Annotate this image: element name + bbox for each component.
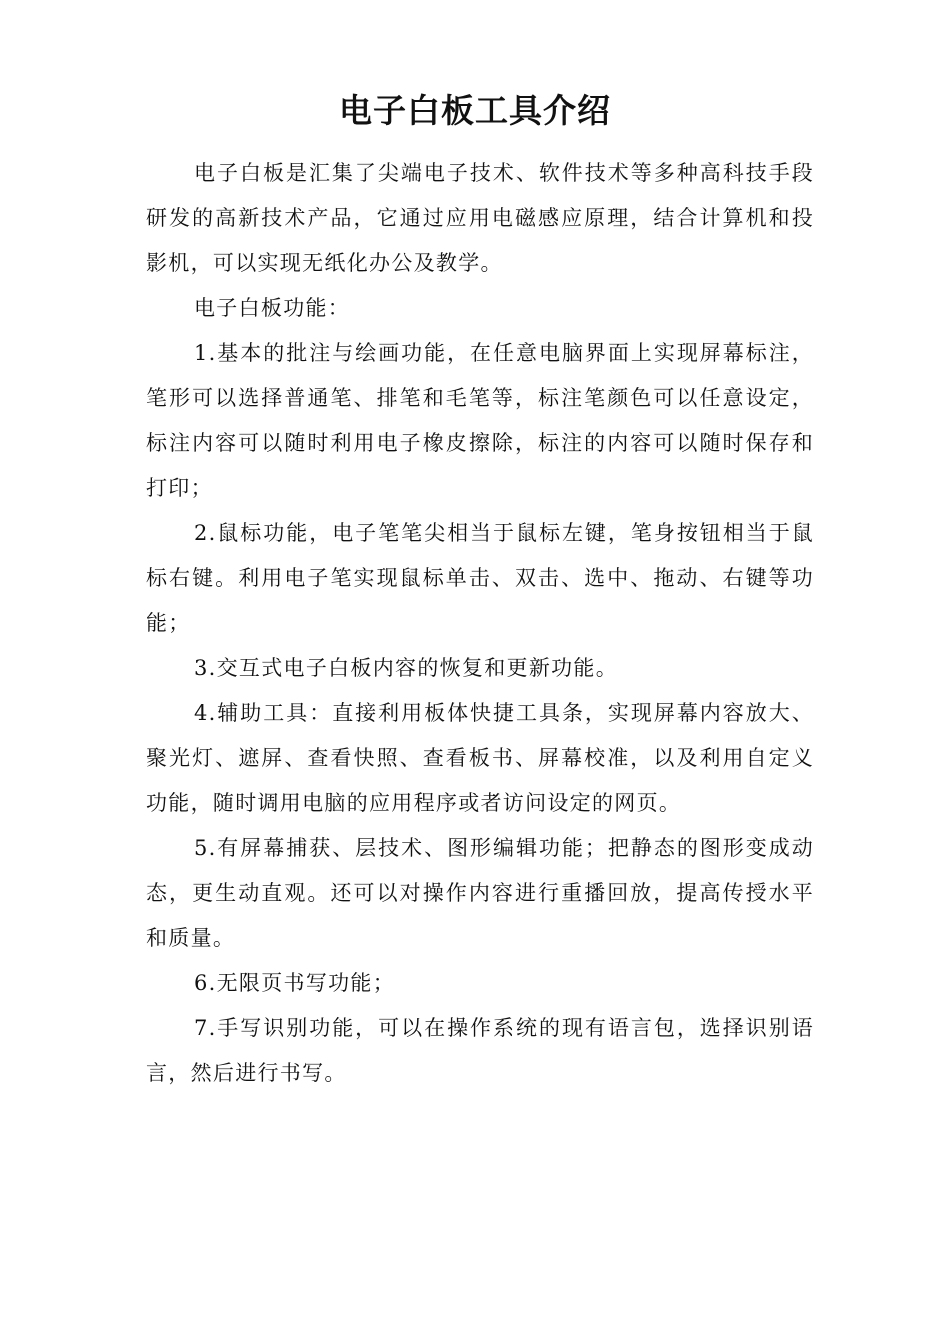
paragraph-item-7: 7.手写识别功能，可以在操作系统的现有语言包，选择识别语言，然后进行书写。 (146, 1016, 814, 1085)
paragraph-intro: 电子白板是汇集了尖端电子技术、软件技术等多种高科技手段研发的高新技术产品，它通过应用电磁感应原理，结合计算机和投影机，可以实现无纸化办公及教学。 (146, 161, 814, 275)
document-title: 电子白板工具介绍 (339, 91, 611, 130)
paragraph-item-6: 6.无限页书写功能； (194, 971, 396, 995)
paragraph-functions-heading: 电子白板功能： (194, 296, 351, 320)
paragraph-item-1: 1.基本的批注与绘画功能，在任意电脑界面上实现屏幕标注，笔形可以选择普通笔、排笔和毛笔等，标注笔颜色可以任意设定，标注内容可以随时利用电子橡皮擦除，标注的内容可以随时保存和打印； (146, 341, 814, 500)
paragraph-item-4: 4.辅助工具：直接利用板体快捷工具条，实现屏幕内容放大、聚光灯、遮屏、查看快照、查看板书、屏幕校准，以及利用自定义功能，随时调用电脑的应用程序或者访问设定的网页。 (146, 701, 814, 815)
paragraph-item-3: 3.交互式电子白板内容的恢复和更新功能。 (194, 656, 619, 680)
paragraph-item-2: 2.鼠标功能，电子笔笔尖相当于鼠标左键，笔身按钮相当于鼠标右键。利用电子笔实现鼠标单击、双击、选中、拖动、右键等功能； (146, 521, 814, 635)
paragraph-item-5: 5.有屏幕捕获、层技术、图形编辑功能；把静态的图形变成动态，更生动直观。还可以对操作内容进行重播回放，提高传授水平和质量。 (146, 836, 814, 950)
document-body (146, 151, 814, 1096)
